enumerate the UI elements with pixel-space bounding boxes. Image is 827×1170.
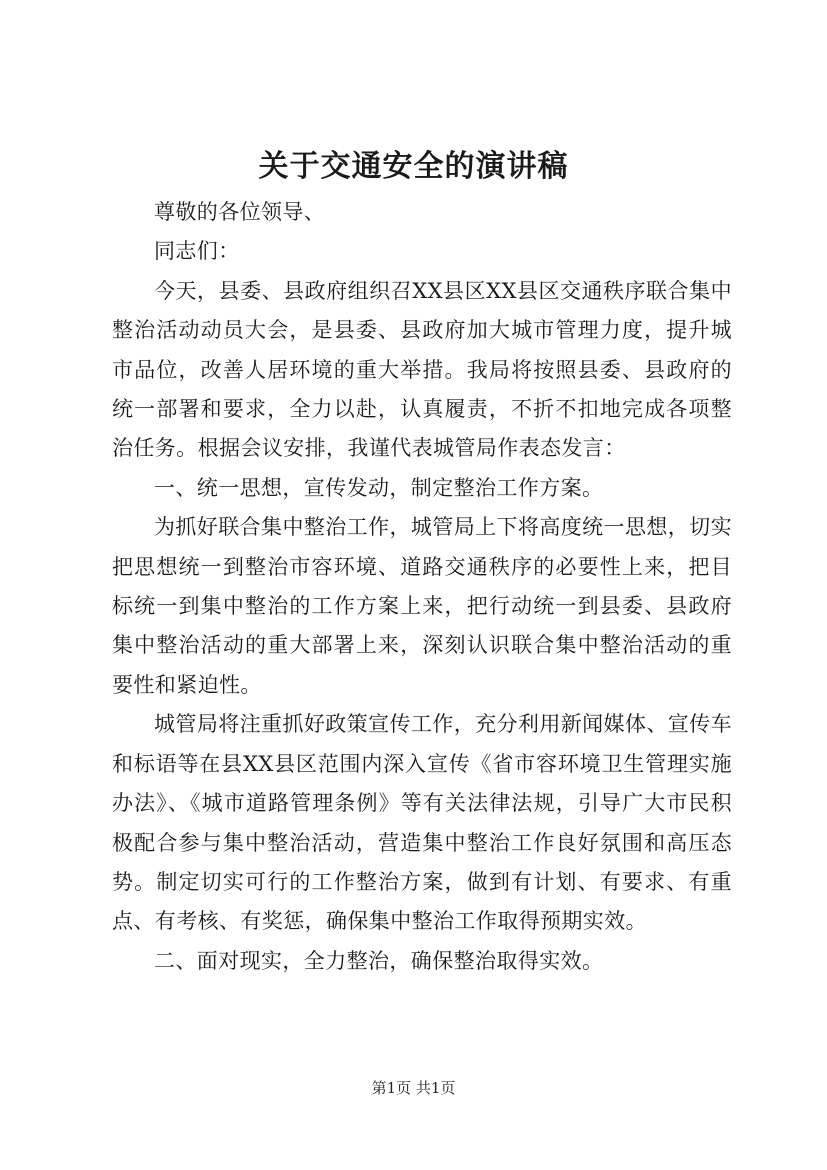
body-paragraph: 城管局将注重抓好政策宣传工作，充分利用新闻媒体、宣传车和标语等在县XX县区范围内深入宣传《省市容环境卫生管理实施办法》、《城市道路管理条例》等有关法律法规，引导广大市民积极配合参与集中整治活动，营造集中整治工作良好氛围和高压态势。制定切实可行的工作整治方案，做到有计划、有要求、有重点、有考核、有奖惩，确保集中整治工作取得预期实效。 <box>112 712 732 934</box>
document-title: 关于交通安全的演讲稿 <box>258 149 569 184</box>
page-footer: 第1页 共1页 <box>371 1079 456 1097</box>
body-paragraph: 今天，县委、县政府组织召XX县区XX县区交通秩序联合集中整治活动动员大会，是县委、县政府加大城市管理力度，提升城市品位，改善人居环境的重大举措。我局将按照县委、县政府的统一部署和要求，全力以赴，认真履责，不折不扣地完成各项整治任务。根据会议安排，我谨代表城管局作表态发言： <box>112 278 732 461</box>
document-body <box>112 193 732 981</box>
section-heading: 二、面对现实，全力整治，确保整治取得实效。 <box>154 948 604 973</box>
salutation-line: 同志们： <box>154 239 240 264</box>
section-heading: 一、统一思想，宣传发动，制定整治工作方案。 <box>154 475 604 500</box>
salutation-line: 尊敬的各位领导、 <box>154 200 326 224</box>
body-paragraph: 为抓好联合集中整治工作，城管局上下将高度统一思想，切实把思想统一到整治市容环境、道路交通秩序的必要性上来，把目标统一到集中整治的工作方案上来，把行动统一到县委、县政府集中整治活动的重大部署上来，深刻认识联合集中整治活动的重要性和紧迫性。 <box>112 515 732 697</box>
